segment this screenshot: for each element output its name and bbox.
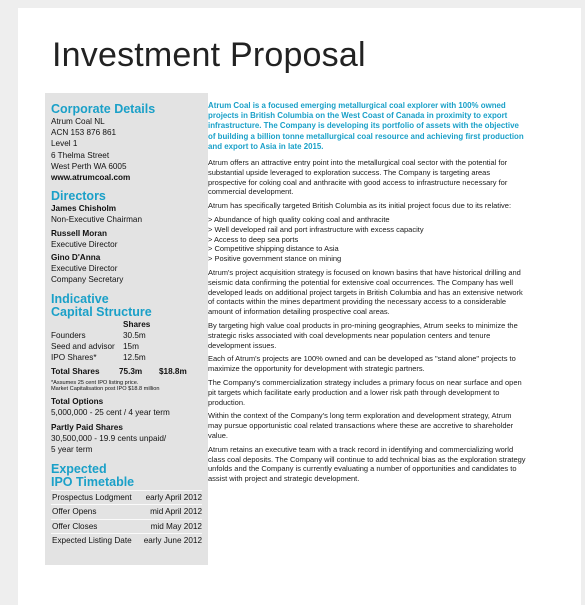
- body-paragraph: Each of Atrum's projects are 100% owned and can be developed as "stand alone" projects to maximize the opportunity for development with strategic partners.: [208, 354, 516, 374]
- director-role: Company Secretary: [51, 275, 124, 285]
- directors-list: [51, 203, 202, 285]
- lead-paragraph: Atrum Coal is a focused emerging metallurgical coal explorer with 100% owned projects in British Columbia on the West Coast of Canada in proximity to export infrastructure. The Company is developing its portfolio of assets with the objective of building a billion tonne metallurgical coal resource and achieving first production and export to Asia in late 2015.: [208, 101, 524, 151]
- director-name: Gino D'Anna: [51, 253, 101, 263]
- shares-column-header: Shares: [123, 319, 151, 329]
- body-paragraph: By targeting high value coal products in pro-mining geographies, Atrum seeks to minimize the strategic risks associated with coal developments near population centers and tenure development issues.: [208, 320, 518, 350]
- total-options-value: 5,000,000 - 25 cent / 4 year term: [51, 408, 170, 418]
- timetable-heading-line2: IPO Timetable: [51, 475, 135, 490]
- bullet-item: > Competitive shipping distance to Asia: [208, 244, 339, 254]
- total-shares-value: 75.3m: [119, 367, 143, 377]
- capital-row-value: 30.5m: [123, 330, 146, 340]
- director-role: Executive Director: [51, 264, 118, 274]
- address-line: Level 1: [51, 139, 78, 149]
- partly-paid-value: 30,500,000 - 19.9 cents unpaid/: [51, 433, 167, 443]
- website-link[interactable]: www.atrumcoal.com: [51, 173, 131, 183]
- timetable-heading-line1: Expected: [51, 462, 107, 477]
- ipo-timetable-heading: [51, 463, 202, 489]
- timetable-event: Expected Listing Date: [52, 535, 132, 545]
- capital-row: [51, 330, 202, 341]
- page-frame-top: [0, 0, 585, 8]
- timetable-date: early June 2012: [143, 535, 202, 545]
- address-line: 6 Thelma Street: [51, 150, 110, 160]
- capital-row-value: 15m: [123, 342, 139, 352]
- sidebar: [45, 93, 208, 565]
- capital-heading-line2: Capital Structure: [51, 304, 152, 319]
- body-paragraph: Atrum's project acquisition strategy is focused on known basins that have historical drilling and seismic data confirming the potential for extensive coal occurrences. The Company has well developed leads on additional project targets in British Columbia and has an extensive network of contacts within the mines department providing the necessary access to a considerable amount of information detailing prospective coal areas.: [208, 267, 523, 317]
- capital-row-label: Seed and advisor: [51, 342, 115, 352]
- timetable-date: early April 2012: [145, 493, 202, 503]
- timetable-event: Offer Opens: [52, 507, 97, 517]
- ipo-timetable: [51, 490, 202, 547]
- page-frame-right: [581, 0, 585, 605]
- timetable-date: mid April 2012: [150, 507, 202, 517]
- footnote: Market Capitalisation post IPO $18.8 million: [51, 386, 160, 393]
- address-line: West Perth WA 6005: [51, 161, 127, 171]
- timetable-date: mid May 2012: [150, 521, 202, 531]
- capital-row: [51, 352, 202, 363]
- capital-structure-heading: [51, 293, 202, 319]
- capital-row-label: Founders: [51, 330, 86, 340]
- page-title: Investment Proposal: [52, 36, 366, 74]
- timetable-row: [51, 533, 202, 547]
- corporate-details-heading: Corporate Details: [51, 102, 156, 116]
- total-shares-row: [51, 366, 202, 377]
- director-name: Russell Moran: [51, 228, 107, 238]
- company-name: Atrum Coal NL: [51, 117, 105, 126]
- body-paragraph: The Company's commercialization strategy includes a primary focus on near surface and open pit targets which facilitate early production and a lower risk path through development to production.: [208, 377, 522, 407]
- directors-heading: Directors: [51, 189, 106, 204]
- body-paragraph: Within the context of the Company's long term exploration and development strategy, Atrum may pursue opportunistic coal related transactions where these are accretive to shareholder value.: [208, 411, 514, 440]
- focus-bullet-list: [208, 215, 526, 264]
- timetable-row: [51, 519, 202, 533]
- timetable-event: Prospectus Lodgment: [52, 493, 132, 503]
- page-frame-left: [0, 0, 18, 605]
- partly-paid-label: Partly Paid Shares: [51, 422, 123, 432]
- bullet-item: > Well developed rail and port infrastructure with excess capacity: [208, 224, 424, 234]
- capital-structure: [51, 319, 202, 456]
- bullet-item: > Positive government stance on mining: [208, 254, 342, 264]
- director-role: Non-Executive Chairman: [51, 215, 143, 225]
- timetable-row: [51, 504, 202, 518]
- total-options-label: Total Options: [51, 397, 104, 407]
- total-shares-label: Total Shares: [51, 367, 100, 377]
- timetable-event: Offer Closes: [52, 521, 98, 531]
- body-paragraph: Atrum has specifically targeted British Columbia as its initial project focus due to its relative:: [208, 201, 512, 211]
- capital-row-label: IPO Shares*: [51, 353, 97, 363]
- market-cap-value: $18.8m: [159, 367, 187, 377]
- bullet-item: > Access to deep sea ports: [208, 234, 299, 244]
- timetable-row: [51, 490, 202, 504]
- capital-row: [51, 341, 202, 352]
- body-paragraph: Atrum offers an attractive entry point into the metallurgical coal sector with the potential for substantial upside leveraged to exploration success. The Company is targeting areas prospective for coking coal and anthracite with good access to infrastructure necessary for commercial development.: [208, 158, 508, 197]
- main-content: [208, 101, 526, 488]
- partly-paid-value: 5 year term: [51, 445, 93, 455]
- company-acn: ACN 153 876 861: [51, 128, 117, 138]
- bullet-item: > Abundance of high quality coking coal and anthracite: [208, 215, 390, 224]
- director-name: James Chisholm: [51, 204, 117, 214]
- director-role: Executive Director: [51, 239, 118, 249]
- footnote: *Assumes 25 cent IPO listing price.: [51, 379, 139, 386]
- body-paragraph: Atrum retains an executive team with a track record in identifying and commercializing world class coal deposits. The Company will continue to add technical bias as the exploration strategy unfolds and the Company is currently evaluating a number of opportunities and candidates to assist with project and strategic development.: [208, 444, 526, 484]
- corporate-details: [51, 116, 202, 183]
- capital-heading-line1: Indicative: [51, 291, 109, 306]
- capital-row-value: 12.5m: [123, 353, 146, 363]
